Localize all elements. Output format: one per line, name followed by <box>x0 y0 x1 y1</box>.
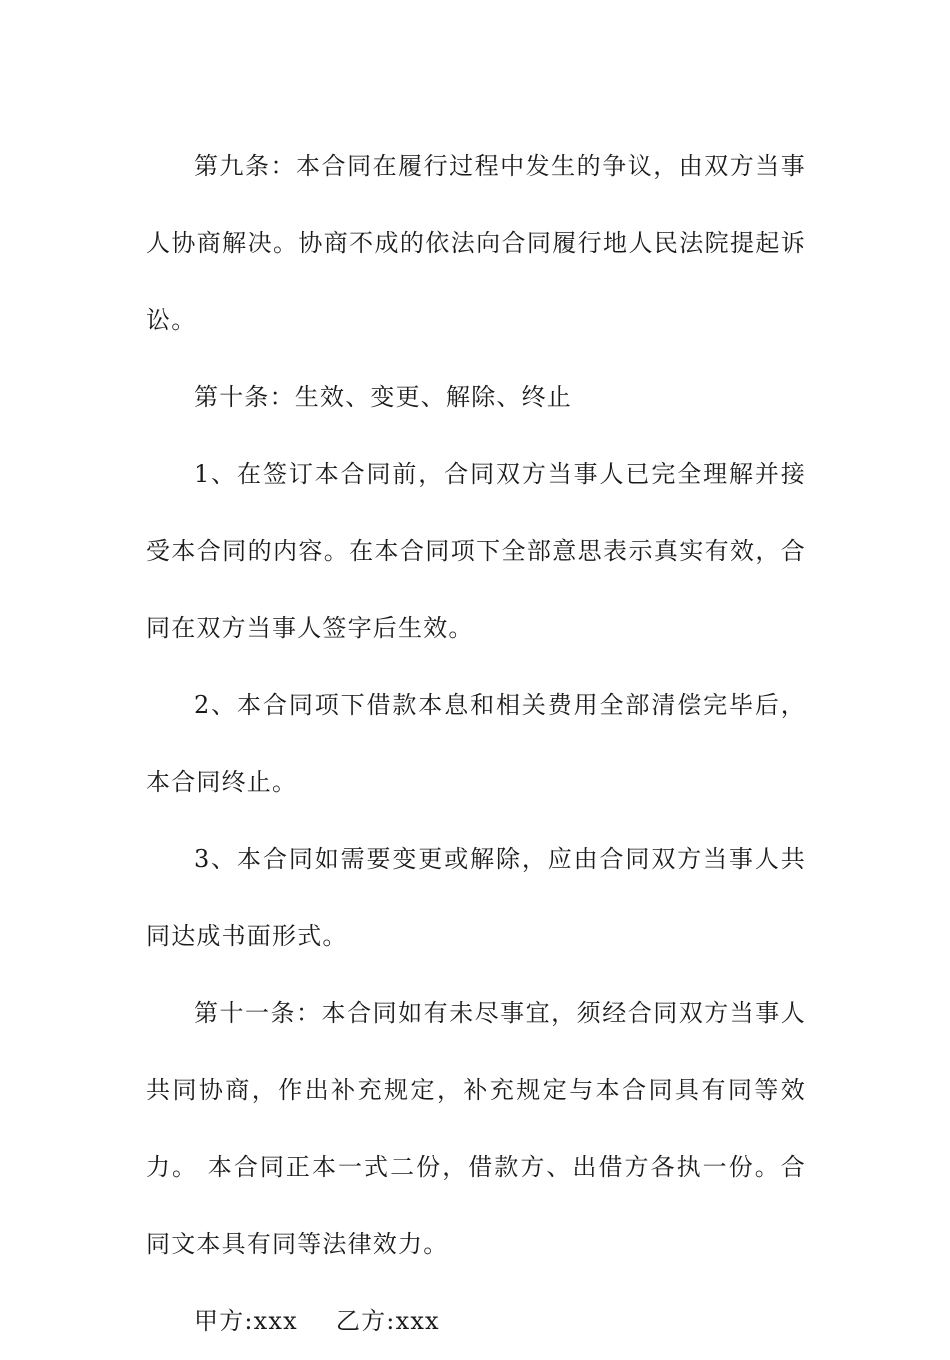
clause-3-paragraph: 3、本合同如需要变更或解除，应由合同双方当事人共同达成书面形式。 <box>146 845 806 950</box>
clause-1-paragraph: 1、在签订本合同前，合同双方当事人已完全理解并接受本合同的内容。在本合同项下全部意思表示真实有效，合同在双方当事人签字后生效。 <box>146 460 806 642</box>
signature-line <box>146 1283 806 1360</box>
article-9-paragraph: 第九条：本合同在履行过程中发生的争议，由双方当事人协商解决。协商不成的依法向合同履行地人民法院提起诉讼。 <box>146 152 806 334</box>
article-11-paragraph: 第十一条：本合同如有未尽事宜，须经合同双方当事人共同协商，作出补充规定，补充规定与本合同具有同等效力。 本合同正本一式二份，借款方、出借方各执一份。合同文本具有同等法律效力。 <box>146 999 806 1258</box>
party-a-signature: 甲方:xxx <box>194 1307 298 1335</box>
clause-2-paragraph: 2、本合同项下借款本息和相关费用全部清偿完毕后，本合同终止。 <box>146 691 806 796</box>
contract-body <box>146 128 806 1360</box>
article-10-heading: 第十条：生效、变更、解除、终止 <box>194 383 572 411</box>
party-b-signature: 乙方:xxx <box>335 1307 440 1335</box>
